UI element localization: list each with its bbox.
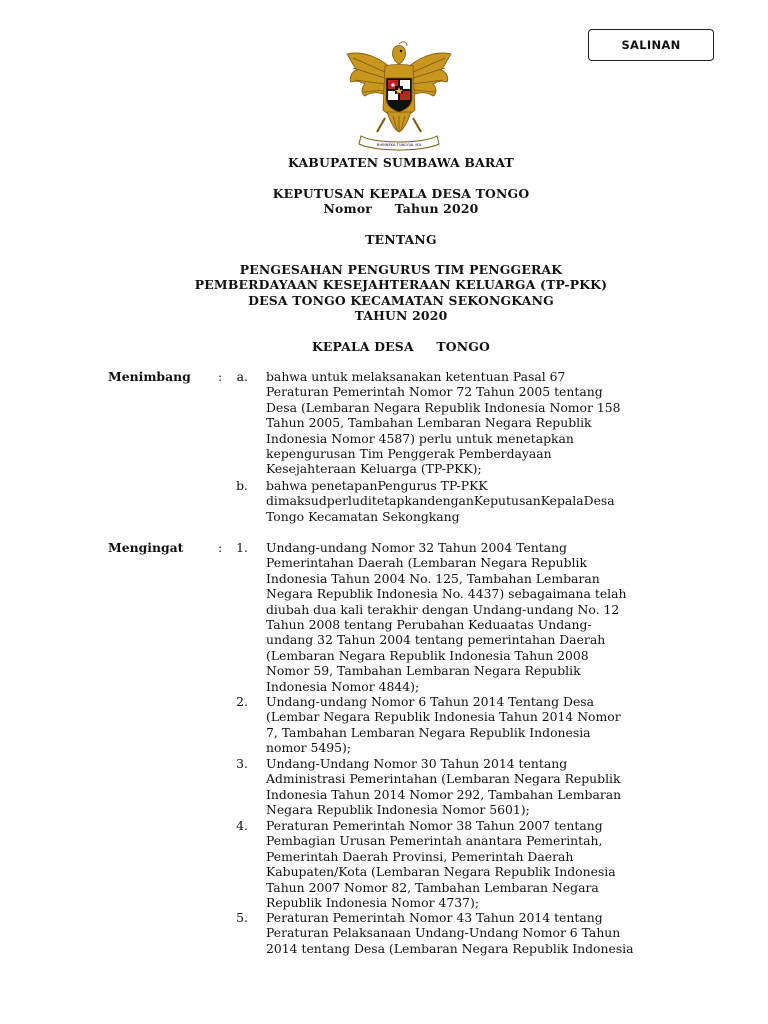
mengingat-label: Mengingat <box>108 540 184 555</box>
text-line: Tongo Kecamatan Sekongkang <box>266 508 460 524</box>
mengingat-marker-3: 3. <box>236 756 248 771</box>
subject-line-4: TAHUN 2020 <box>354 308 448 323</box>
menimbang-colon: : <box>218 369 223 384</box>
mengingat-marker-4: 4. <box>236 818 248 833</box>
text-line: Undang-undang Nomor 6 Tahun 2014 Tentang Desa <box>266 694 595 709</box>
text-line: Indonesia Tahun 2014 Nomor 292, Tambahan Lembaran <box>266 786 622 802</box>
text-line: Tahun 2005, Tambahan Lembaran Negara Republik <box>266 415 592 431</box>
text-line: diubah dua kali terakhir dengan Undang-undang No. 12 <box>266 601 620 617</box>
salinan-stamp: SALINAN <box>588 29 714 61</box>
text-line: 7, Tambahan Lembaran Negara Republik Indonesia <box>266 724 591 740</box>
text-line: Negara Republik Indonesia No. 4437) sebagaimana telah <box>266 586 627 602</box>
text-line: bahwa untuk melaksanakan ketentuan Pasal 67 <box>266 369 566 384</box>
text-line: Kabupaten/Kota (Lembaran Negara Republik Indonesia <box>266 864 616 880</box>
decree-number: Nomor Tahun 2020 <box>323 201 479 216</box>
mengingat-item-4 <box>266 818 697 910</box>
text-line: Nomor 59, Tambahan Lembaran Negara Republik <box>266 663 581 679</box>
text-line: bahwa penetapanPengurus TP-PKK <box>266 478 488 493</box>
authority-heading: KEPALA DESA TONGO <box>311 339 491 354</box>
mengingat-marker-1: 1. <box>236 540 248 555</box>
text-line: Undang-undang Nomor 32 Tahun 2004 Tentang <box>266 540 567 555</box>
text-line: Pemerintahan Daerah (Lembaran Negara Republik <box>266 555 587 571</box>
regency-heading: KABUPATEN SUMBAWA BARAT <box>288 155 514 170</box>
mengingat-marker-2: 2. <box>236 694 248 709</box>
text-line: Peraturan Pemerintah Nomor 43 Tahun 2014 tentang <box>266 910 603 925</box>
text-line: Peraturan Pemerintah Nomor 72 Tahun 2005 tentang <box>266 384 603 400</box>
text-line: kepengurusan Tim Penggerak Pemberdayaan <box>266 446 552 462</box>
text-line: Indonesia Tahun 2004 No. 125, Tambahan Lembaran <box>266 570 600 586</box>
subject-line-1: PENGESAHAN PENGURUS TIM PENGGERAK <box>239 262 563 277</box>
menimbang-marker-a: a. <box>236 369 248 384</box>
text-line: Kesejahteraan Keluarga (TP-PKK); <box>266 461 482 477</box>
menimbang-item-b <box>266 478 697 524</box>
svg-text:BHINNEKA TUNGGAL IKA: BHINNEKA TUNGGAL IKA <box>376 143 422 147</box>
text-line: nomor 5495); <box>266 740 352 756</box>
text-line: Tahun 2008 tentang Perubahan Keduaatas Undang- <box>266 617 592 633</box>
text-line: Indonesia Nomor 4587) perlu untuk menetapkan <box>266 430 574 446</box>
decree-title: KEPUTUSAN KEPALA DESA TONGO <box>272 186 530 201</box>
text-line: (Lembaran Negara Republik Indonesia Tahun 2008 <box>266 647 589 663</box>
garuda-pancasila-emblem-icon <box>341 40 457 152</box>
text-line: Pembagian Urusan Pemerintah anantara Pemerintah, <box>266 833 603 849</box>
text-line: Indonesia Nomor 4844); <box>266 678 420 694</box>
text-line: Tahun 2007 Nomor 82, Tambahan Lembaran Negara <box>266 879 599 895</box>
text-line: Republik Indonesia Nomor 4737); <box>266 895 480 911</box>
menimbang-marker-b: b. <box>236 478 248 493</box>
text-line: Negara Republik Indonesia Nomor 5601); <box>266 802 530 818</box>
mengingat-item-1 <box>266 540 697 694</box>
mengingat-item-5 <box>266 910 697 956</box>
text-line: Pemerintah Daerah Provinsi, Pemerintah Daerah <box>266 848 574 864</box>
text-line: Undang-Undang Nomor 30 Tahun 2014 tentang <box>266 756 568 771</box>
text-line: Administrasi Pemerintahan (Lembaran Negara Republik <box>266 771 621 787</box>
text-line: Peraturan Pelaksanaan Undang-Undang Nomor 6 Tahun <box>266 925 621 941</box>
menimbang-label: Menimbang <box>108 369 191 384</box>
text-line: Peraturan Pemerintah Nomor 38 Tahun 2007 tentang <box>266 818 603 833</box>
menimbang-item-a <box>266 369 697 477</box>
text-line: 2014 tentang Desa (Lembaran Negara Republik Indonesia <box>266 940 634 956</box>
text-line: Desa (Lembaran Negara Republik Indonesia Nomor 158 <box>266 399 621 415</box>
text-line: undang 32 Tahun 2004 tentang pemerintahan Daerah <box>266 632 606 648</box>
subject-line-2: PEMBERDAYAAN KESEJAHTERAAN KELUARGA (TP-PKK) <box>194 277 608 292</box>
text-line: (Lembar Negara Republik Indonesia Tahun 2014 Nomor <box>266 709 621 725</box>
mengingat-colon: : <box>218 540 223 555</box>
mengingat-marker-5: 5. <box>236 910 248 925</box>
subject-line-3: DESA TONGO KECAMATAN SEKONGKANG <box>248 293 554 308</box>
about-heading: TENTANG <box>365 232 437 247</box>
mengingat-item-2 <box>266 694 697 756</box>
mengingat-item-3 <box>266 756 697 818</box>
text-line: dimaksudperluditetapkandenganKeputusanKepalaDesa <box>266 493 615 509</box>
